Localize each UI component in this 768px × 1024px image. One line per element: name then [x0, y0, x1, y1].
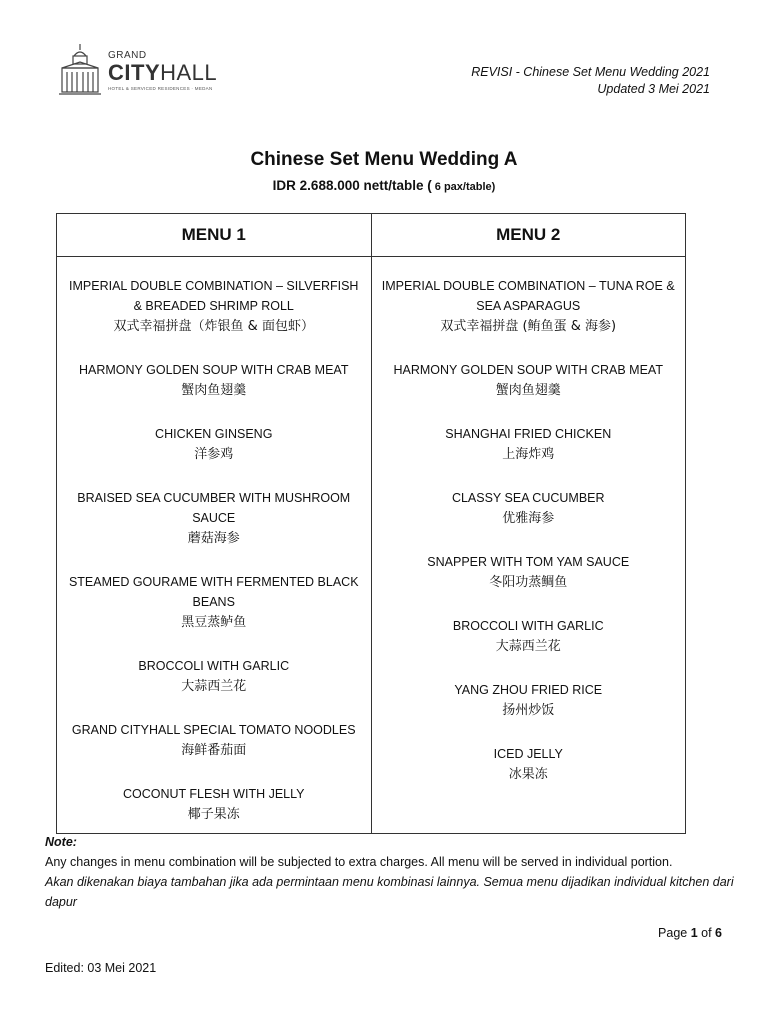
menu-item — [372, 424, 686, 466]
menu-item-chinese: 双式幸福拼盘（炸银鱼 & 面包虾） — [113, 319, 314, 334]
pax-text: 6 pax/table) — [431, 181, 496, 193]
menu-table — [56, 213, 686, 834]
menu-item-chinese: 洋参鸡 — [194, 447, 234, 462]
menu-item-english: CHICKEN GINSENG — [155, 427, 273, 441]
menu-item — [372, 744, 686, 786]
menu-item — [57, 276, 371, 338]
menu-item-english: IMPERIAL DOUBLE COMBINATION – SILVERFISH & BREADED SHRIMP ROLL — [69, 279, 359, 313]
menu-item-chinese: 大蒜西兰花 — [181, 679, 247, 694]
menu-item-english: BROCCOLI WITH GARLIC — [138, 659, 290, 673]
menu-item-chinese: 优雅海参 — [502, 511, 555, 526]
page-number: Page 1 of 6 — [658, 926, 722, 940]
menu-item-chinese: 蟹肉鱼翅羹 — [181, 383, 247, 398]
menu-item — [57, 424, 371, 466]
updated-line: Updated 3 Mei 2021 — [597, 82, 710, 96]
menu-item-english: COCONUT FLESH WITH JELLY — [122, 787, 305, 801]
menu-item-english: ICED JELLY — [493, 747, 563, 761]
logo-subtitle: HOTEL & SERVICED RESIDENCES · MEDAN — [108, 86, 213, 91]
menu-item-english: BRAISED SEA CUCUMBER WITH MUSHROOM SAUCE — [77, 491, 351, 525]
menu-item — [57, 784, 371, 826]
menu2-header: MENU 2 — [371, 214, 686, 257]
revision-info — [471, 64, 710, 98]
note-label: Note: — [45, 835, 77, 849]
menu-item-english: YANG ZHOU FRIED RICE — [454, 683, 603, 697]
building-icon — [58, 42, 102, 98]
menu-item-chinese: 上海炸鸡 — [502, 447, 555, 462]
revision-line: REVISI - Chinese Set Menu Wedding 2021 — [471, 65, 710, 79]
edited-date: Edited: 03 Mei 2021 — [45, 961, 157, 975]
menu-item — [372, 616, 686, 658]
menu-item — [372, 680, 686, 722]
menu-item-chinese: 大蒜西兰花 — [495, 639, 561, 654]
menu-item-chinese: 双式幸福拼盘 (鲔鱼蛋 & 海参) — [440, 319, 617, 334]
menu-item-chinese: 蟹肉鱼翅羹 — [495, 383, 561, 398]
menu-item — [372, 360, 686, 402]
menu-item — [372, 276, 686, 338]
menu-item-chinese: 冬阳功蒸鲷鱼 — [489, 575, 568, 590]
menu2-column — [371, 257, 686, 834]
menu-item-chinese: 黑豆蒸鲈鱼 — [181, 615, 247, 630]
menu-item-english: IMPERIAL DOUBLE COMBINATION – TUNA ROE & SEA ASPARAGUS — [381, 279, 675, 313]
hotel-logo — [58, 42, 228, 98]
menu-item — [57, 656, 371, 698]
menu1-header: MENU 1 — [57, 214, 372, 257]
menu-item-english: SNAPPER WITH TOM YAM SAUCE — [427, 555, 630, 569]
menu-item-chinese: 椰子果冻 — [187, 807, 240, 822]
menu1-column — [57, 257, 372, 834]
menu-item-english: STEAMED GOURAME WITH FERMENTED BLACK BEANS — [68, 575, 359, 609]
menu-item — [57, 488, 371, 550]
note-indonesian: Akan dikenakan biaya tambahan jika ada permintaan menu kombinasi lainnya. Semua menu dijadikan individual kitchen dari dapur — [45, 875, 734, 909]
menu-item-english: BROCCOLI WITH GARLIC — [452, 619, 604, 633]
menu-item-english: SHANGHAI FRIED CHICKEN — [445, 427, 612, 441]
menu-item-english: CLASSY SEA CUCUMBER — [451, 491, 605, 505]
menu-item-english: HARMONY GOLDEN SOUP WITH CRAB MEAT — [393, 363, 663, 377]
menu-item — [57, 360, 371, 402]
menu-item-chinese: 蘑菇海参 — [187, 531, 240, 546]
price-text: IDR 2.688.000 nett/table ( — [272, 178, 432, 193]
menu-item — [57, 572, 371, 634]
menu-item-english: HARMONY GOLDEN SOUP WITH CRAB MEAT — [79, 363, 349, 377]
menu-item — [57, 720, 371, 762]
menu-item-english: GRAND CITYHALL SPECIAL TOMATO NOODLES — [71, 723, 356, 737]
logo-grand-text: GRAND — [108, 50, 147, 61]
menu-item — [372, 488, 686, 530]
note-section — [45, 832, 735, 912]
logo-cityhall-text: CITYHALL — [108, 60, 218, 85]
note-english: Any changes in menu combination will be subjected to extra charges. All menu will be served in individual portion. — [45, 855, 673, 869]
price-line — [0, 178, 768, 193]
menu-item — [372, 552, 686, 594]
menu-item-chinese: 海鲜番茄面 — [181, 743, 247, 758]
menu-item-chinese: 扬州炒饭 — [502, 703, 555, 718]
page-title: Chinese Set Menu Wedding A — [250, 149, 518, 170]
menu-item-chinese: 冰果冻 — [508, 767, 548, 782]
